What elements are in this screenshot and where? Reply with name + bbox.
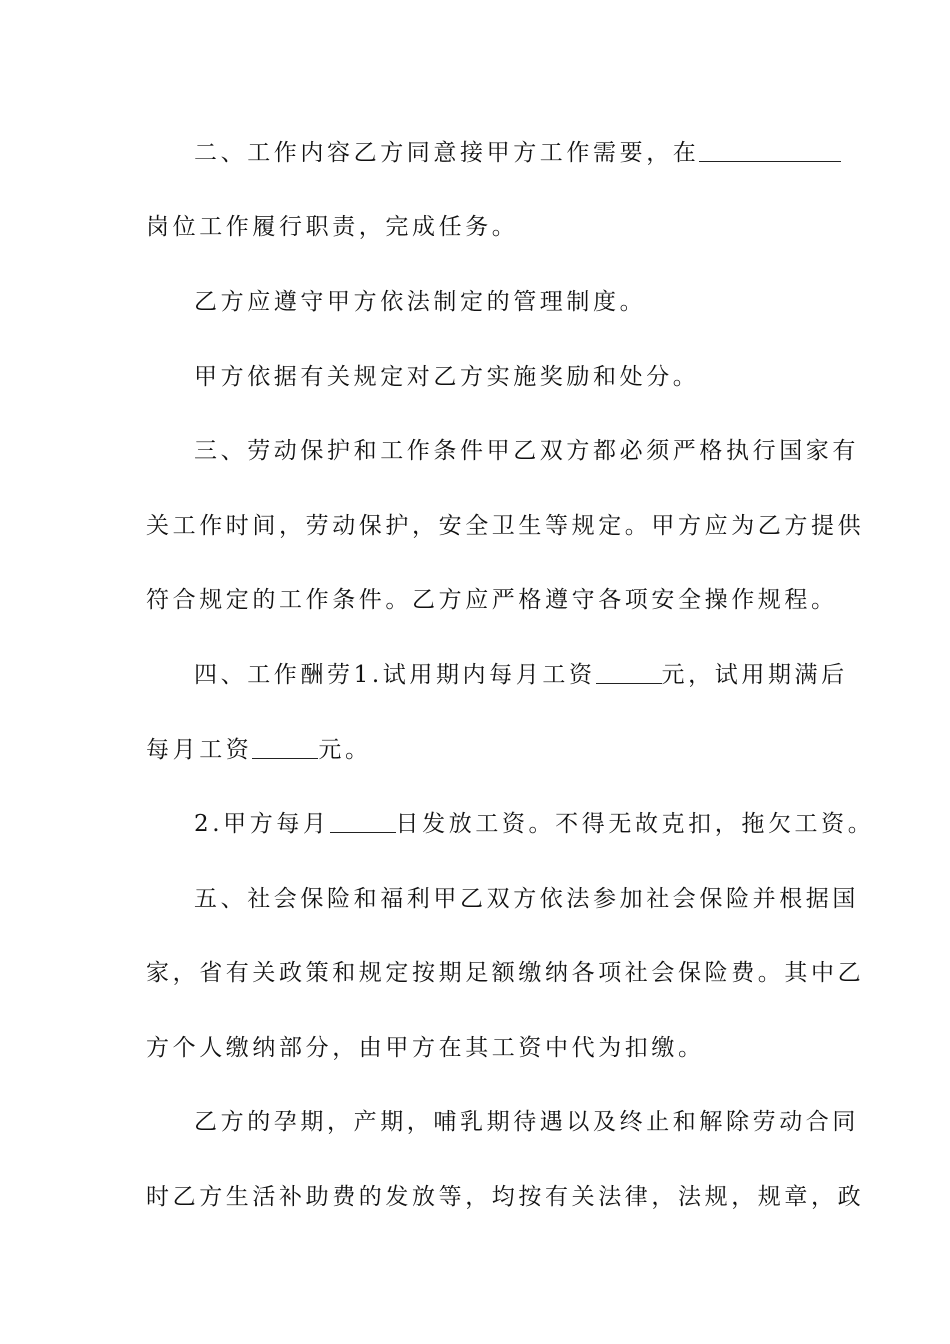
line-text: 二、工作内容乙方同意接甲方工作需要，在 — [194, 140, 700, 166]
line-text-before-blank: 2.甲方每月 — [194, 811, 330, 837]
paragraph-line-8 — [194, 655, 864, 695]
paragraph-line-14: 乙方的孕期，产期，哺乳期待遇以及终止和解除劳动合同 — [194, 1109, 859, 1135]
line-text-after-blank: 元。 — [318, 737, 372, 763]
paragraph-line-2: 岗位工作履行职责，完成任务。 — [146, 214, 519, 240]
fill-in-blank — [252, 736, 318, 759]
paragraph-line-11: 五、社会保险和福利甲乙双方依法参加社会保险并根据国 — [194, 886, 859, 912]
paragraph-line-6: 关工作时间，劳动保护，安全卫生等规定。甲方应为乙方提供 — [146, 513, 865, 539]
paragraph-line-15: 时乙方生活补助费的发放等，均按有关法律，法规，规章，政 — [146, 1184, 865, 1210]
paragraph-line-3: 乙方应遵守甲方依法制定的管理制度。 — [194, 289, 647, 315]
line-text-before-blank: 每月工资 — [146, 737, 253, 763]
paragraph-line-7: 符合规定的工作条件。乙方应严格遵守各项安全操作规程。 — [146, 587, 838, 613]
paragraph-line-10 — [194, 804, 875, 844]
line-text-before-blank: 四、工作酬劳1.试用期内每月工资 — [194, 662, 596, 688]
line-text-after-blank: 元，试用期满后 — [661, 662, 848, 688]
fill-in-blank — [596, 661, 662, 684]
fill-in-blank — [699, 139, 841, 162]
paragraph-line-9 — [146, 730, 816, 770]
paragraph-line-13: 方个人缴纳部分，由甲方在其工资中代为扣缴。 — [146, 1035, 705, 1061]
paragraph-line-5: 三、劳动保护和工作条件甲乙双方都必须严格执行国家有 — [194, 438, 859, 464]
paragraph-line-4: 甲方依据有关规定对乙方实施奖励和处分。 — [194, 364, 700, 390]
paragraph-line-12: 家，省有关政策和规定按期足额缴纳各项社会保险费。其中乙 — [146, 960, 865, 986]
paragraph-line-1 — [194, 133, 864, 173]
line-text-after-blank: 日发放工资。不得无故克扣，拖欠工资。 — [395, 811, 875, 837]
fill-in-blank — [330, 810, 396, 833]
